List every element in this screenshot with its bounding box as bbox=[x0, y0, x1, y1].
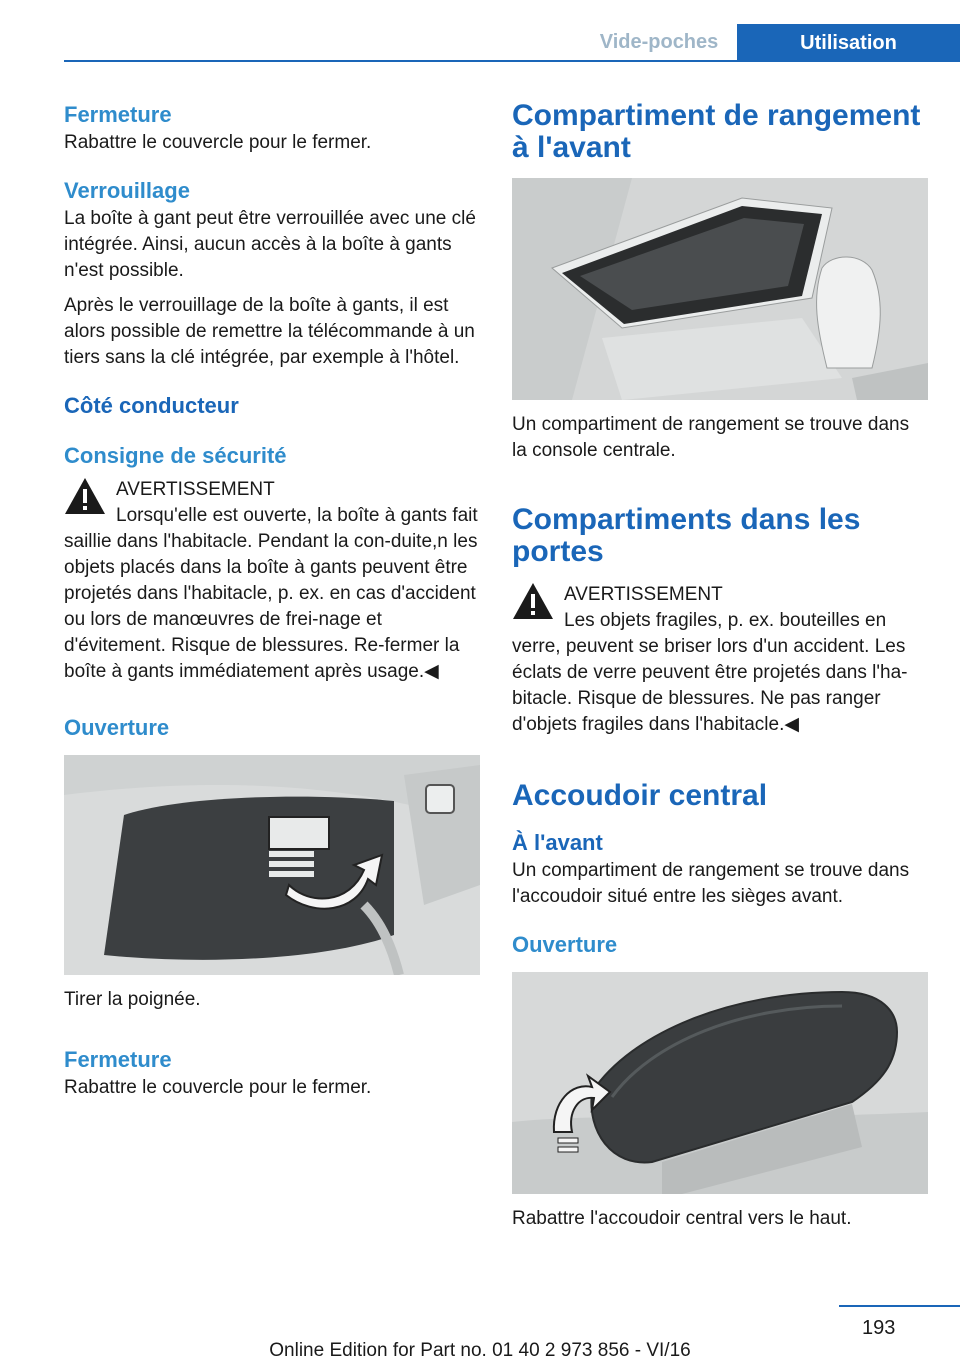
heading-fermeture-2: Fermeture bbox=[64, 1047, 172, 1072]
footer-rule bbox=[839, 1305, 960, 1307]
right-column bbox=[512, 100, 928, 1232]
text-fermeture-2: Rabattre le couvercle pour le fermer. bbox=[64, 1077, 372, 1098]
text-a-lavant: Un compartiment de rangement se trouve dans l'accoudoir situé entre les sièges avant. bbox=[512, 860, 910, 907]
caption-accoudoir: Rabattre l'accoudoir central vers le haut. bbox=[512, 1208, 852, 1229]
warning-triangle-icon bbox=[64, 477, 106, 515]
page-number: 193 bbox=[862, 1317, 896, 1339]
heading-compartiment-avant: Compartiment de rangement à l'avant bbox=[512, 99, 921, 164]
heading-fermeture: Fermeture bbox=[64, 102, 172, 127]
front-compartment-figure bbox=[512, 178, 928, 400]
text-fermeture: Rabattre le couvercle pour le fermer. bbox=[64, 132, 372, 153]
heading-ouverture: Ouverture bbox=[64, 715, 170, 740]
armrest-figure bbox=[512, 972, 928, 1194]
warning-body: Lorsqu'elle est ouverte, la boîte à gants fait saillie dans l'habitacle. Pendant la con‐duite,n les objets placés dans la boîte à gants peuvent être projetés dans l'habitacle, p. ex. en cas d'accident ou lors de manœuvres de frei‐nage et d'évitement. Risque de blessures. Re‐fermer la boîte à gants immédiatement après usage.◀ bbox=[64, 505, 478, 682]
warning-body-portes: Les objets fragiles, p. ex. bouteilles en verre, peuvent se briser lors d'un accident. Les éclats de verre peuvent être projetés dans l'ha‐bitacle. Risque de blessures. Ne pas ranger d'objets fragiles dans l'habitacle.◀ bbox=[512, 610, 908, 735]
warning-title-portes: AVERTISSEMENT bbox=[564, 584, 723, 605]
warning-triangle-icon bbox=[512, 582, 554, 620]
caption-tirer-poignee: Tirer la poignée. bbox=[64, 989, 201, 1010]
header-rule bbox=[64, 60, 960, 62]
heading-consigne-securite: Consigne de sécurité bbox=[64, 443, 287, 468]
caption-compartiment-avant: Un compartiment de rangement se trouve dans la console centrale. bbox=[512, 414, 910, 461]
text-verrouillage-2: Après le verrouillage de la boîte à gants, il est alors possible de remettre la télécommande à un tiers sans la clé intégrée, par exemple à l'hôtel. bbox=[64, 295, 475, 368]
glovebox-figure bbox=[64, 755, 480, 975]
heading-a-lavant: À l'avant bbox=[512, 830, 603, 855]
footer-edition: Online Edition for Part no. 01 40 2 973 856 - VI/16 bbox=[269, 1340, 691, 1361]
heading-accoudoir: Accoudoir central bbox=[512, 779, 768, 812]
warning-block bbox=[64, 477, 480, 685]
text-verrouillage-1: La boîte à gant peut être verrouillée avec une clé intégrée. Ainsi, aucun accès à la boîte à gants n'est possible. bbox=[64, 208, 476, 281]
header-section-tab: Vide-poches bbox=[599, 30, 719, 53]
left-column bbox=[64, 100, 480, 1101]
warning-block-portes bbox=[512, 582, 928, 738]
heading-verrouillage: Verrouillage bbox=[64, 178, 190, 203]
heading-cote-conducteur: Côté conducteur bbox=[64, 393, 239, 418]
warning-title: AVERTISSEMENT bbox=[116, 479, 275, 500]
heading-ouverture-accoudoir: Ouverture bbox=[512, 932, 618, 957]
header-chapter-tab: Utilisation bbox=[737, 24, 960, 62]
heading-portes: Compartiments dans les portes bbox=[512, 503, 861, 568]
